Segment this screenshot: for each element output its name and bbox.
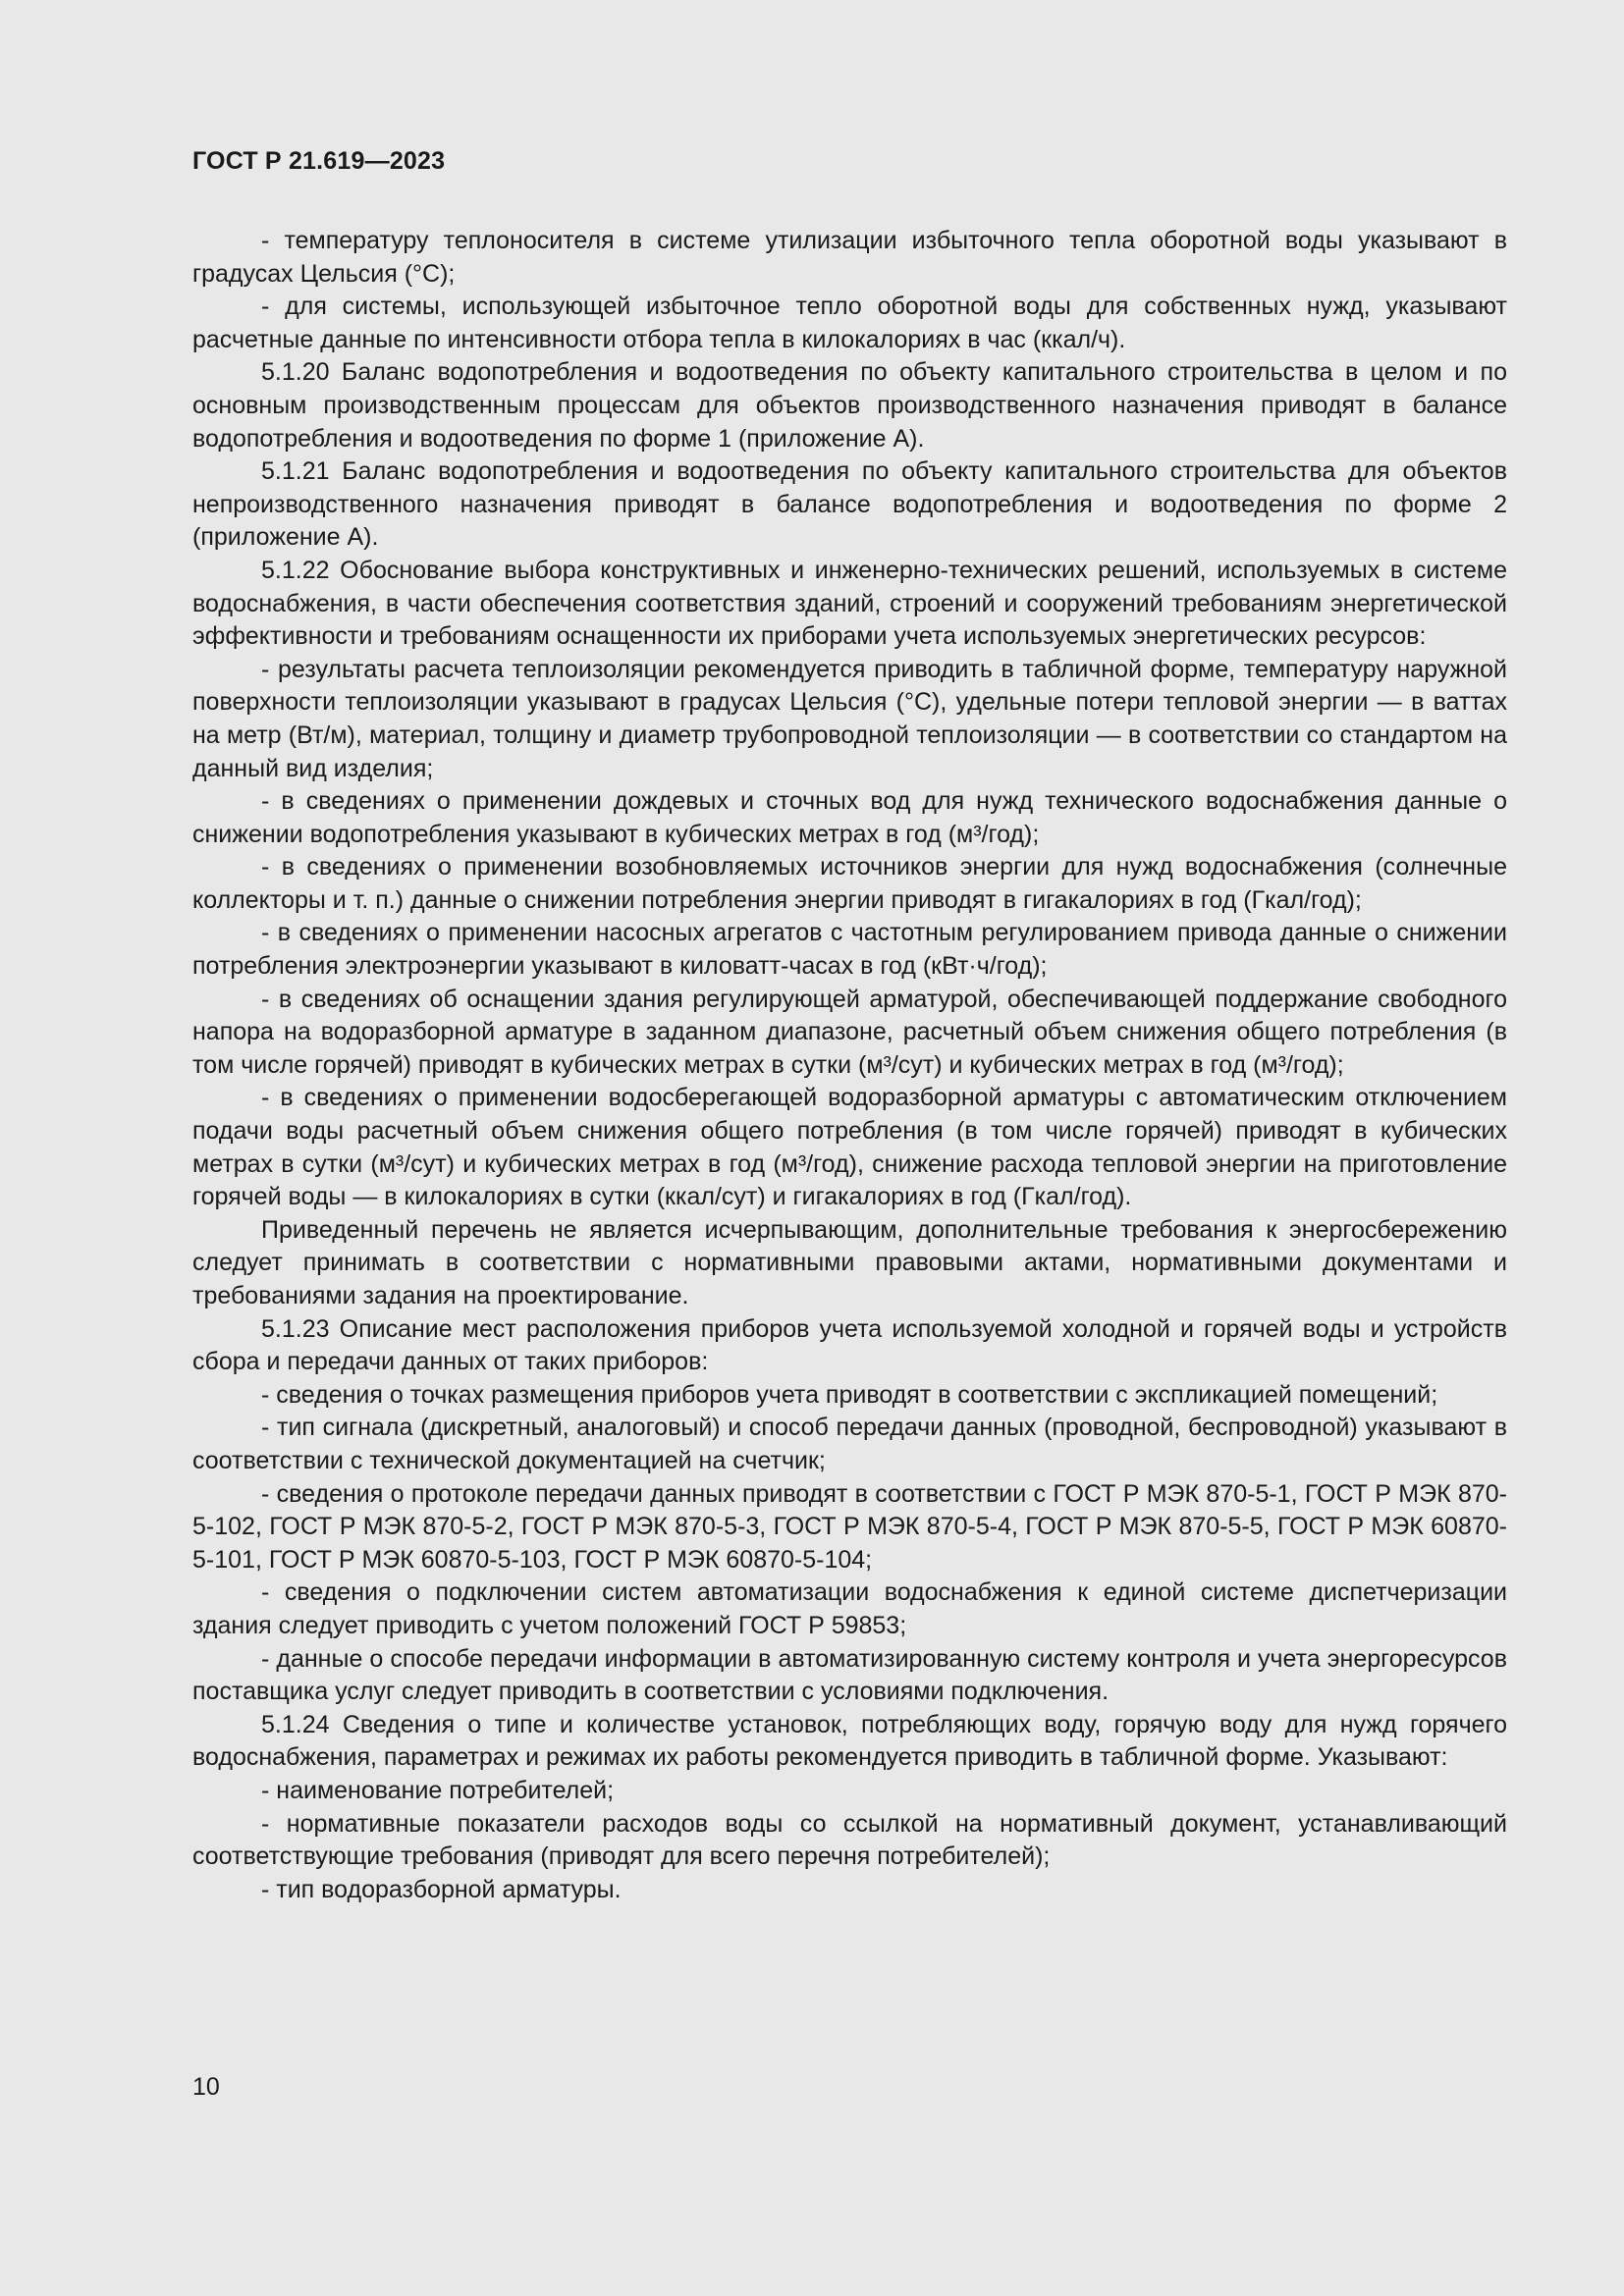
paragraph: - результаты расчета теплоизоляции рекомендуется приводить в табличной форме, температуру наружной поверхности теплоизоляции указывают в градусах Цельсия (°С), удельные потери тепловой энергии — в ваттах на метр (Вт/м), материал, толщину и диаметр трубопроводной теплоизоляции — в соответствии со стандартом на данный вид изделия; <box>192 655 1507 782</box>
paragraph: - сведения о точках размещения приборов учета приводят в соответствии с экспликацией помещений; <box>261 1380 1438 1409</box>
paragraph: - тип сигнала (дискретный, аналоговый) и способ передачи данных (проводной, беспроводной) указывают в соответствии с технической документацией на счетчик; <box>192 1414 1507 1474</box>
paragraph: 5.1.23 Описание мест расположения приборов учета используемой холодной и горячей воды и устройств сбора и передачи данных от таких приборов: <box>192 1314 1507 1376</box>
page-number: 10 <box>192 2073 220 2101</box>
paragraph: - нормативные показатели расходов воды со ссылкой на нормативный документ, устанавливающий соответствующие требования (приводят для всего перечня потребителей); <box>192 1809 1507 1871</box>
paragraph: - в сведениях о применении насосных агрегатов с частотным регулированием привода данные о снижении потребления электроэнергии указывают в киловатт-часах в год (кВт·ч/год); <box>192 919 1507 981</box>
paragraph: Приведенный перечень не является исчерпывающим, дополнительные требования к энергосбережению следует принимать в соответствии с нормативными правовыми актами, нормативными документами и требованиями задания на проектирование. <box>192 1215 1507 1309</box>
paragraph: - в сведениях об оснащении здания регулирующей арматурой, обеспечивающей поддержание свободного напора на водоразборной арматуре в заданном диапазоне, расчетный объем снижения общего потребления (в том числе горячей) приводят в кубических метрах в сутки (м³/сут) и кубических метрах в год (м³/год); <box>192 985 1507 1079</box>
paragraph: - сведения о подключении систем автоматизации водоснабжения к единой системе диспетчеризации здания следует приводить с учетом положений ГОСТ Р 59853; <box>192 1578 1507 1639</box>
paragraph: - тип водоразборной арматуры. <box>261 1875 622 1903</box>
paragraph: - в сведениях о применении возобновляемых источников энергии для нужд водоснабжения (солнечные коллекторы и т. п.) данные о снижении потребления энергии приводят в гигакалориях в год (Гкал/год); <box>192 853 1507 914</box>
paragraph: - в сведениях о применении водосберегающей водоразборной арматуры с автоматическим отключением подачи воды расчетный объем снижения общего потребления (в том числе горячей) приводят в кубических метрах в сутки (м³/сут) и кубических метрах в год (м³/год), снижение расхода тепловой энергии на приготовление горячей воды — в килокалориях в сутки (ккал/сут) и гигакалориях в год (Гкал/год). <box>192 1084 1507 1211</box>
paragraph: - в сведениях о применении дождевых и сточных вод для нужд технического водоснабжения данные о снижении водопотребления указывают в кубических метрах в год (м³/год); <box>192 787 1507 848</box>
paragraph: - для системы, использующей избыточное тепло оборотной воды для собственных нужд, указывают расчетные данные по интенсивности отбора тепла в килокалориях в час (ккал/ч). <box>192 293 1507 353</box>
paragraph: 5.1.21 Баланс водопотребления и водоотведения по объекту капитального строительства для объектов непроизводственного назначения приводят в балансе водопотребления и водоотведения по форме 2 (приложение А). <box>192 457 1507 552</box>
paragraph: - наименование потребителей; <box>261 1776 615 1804</box>
paragraph: 5.1.20 Баланс водопотребления и водоотведения по объекту капитального строительства в целом и по основным производственным процессам для объектов производственного назначения приводят в балансе водопотребления и водоотведения по форме 1 (приложение А). <box>192 358 1507 453</box>
document-body <box>192 225 1507 1906</box>
paragraph: 5.1.24 Сведения о типе и количестве установок, потребляющих воду, горячую воду для нужд горячего водоснабжения, параметрах и режимах их работы рекомендуется приводить в табличной форме. Указывают: <box>192 1710 1507 1772</box>
paragraph: - сведения о протоколе передачи данных приводят в соответствии с ГОСТ Р МЭК 870-5-1, ГОСТ Р МЭК 870-5-102, ГОСТ Р МЭК 870-5-2, ГОСТ Р МЭК 870-5-3, ГОСТ Р МЭК 870-5-4, ГОСТ Р МЭК 870-5-5, ГОСТ Р МЭК 60870-5-101, ГОСТ Р МЭК 60870-5-103, ГОСТ Р МЭК 60870-5-104; <box>192 1479 1507 1574</box>
paragraph: - температуру теплоносителя в системе утилизации избыточного тепла оборотной воды указывают в градусах Цельсия (°С); <box>192 227 1507 288</box>
page-header-standard-id: ГОСТ Р 21.619—2023 <box>192 147 446 175</box>
paragraph: 5.1.22 Обоснование выбора конструктивных и инженерно-технических решений, используемых в системе водоснабжения, в части обеспечения соответствия зданий, строений и сооружений требованиям энергетической эффективности и требованиям оснащенности их приборами учета используемых энергетических ресурсов: <box>192 556 1507 651</box>
paragraph: - данные о способе передачи информации в автоматизированную систему контроля и учета энергоресурсов поставщика услуг следует приводить в соответствии с условиями подключения. <box>192 1644 1507 1706</box>
